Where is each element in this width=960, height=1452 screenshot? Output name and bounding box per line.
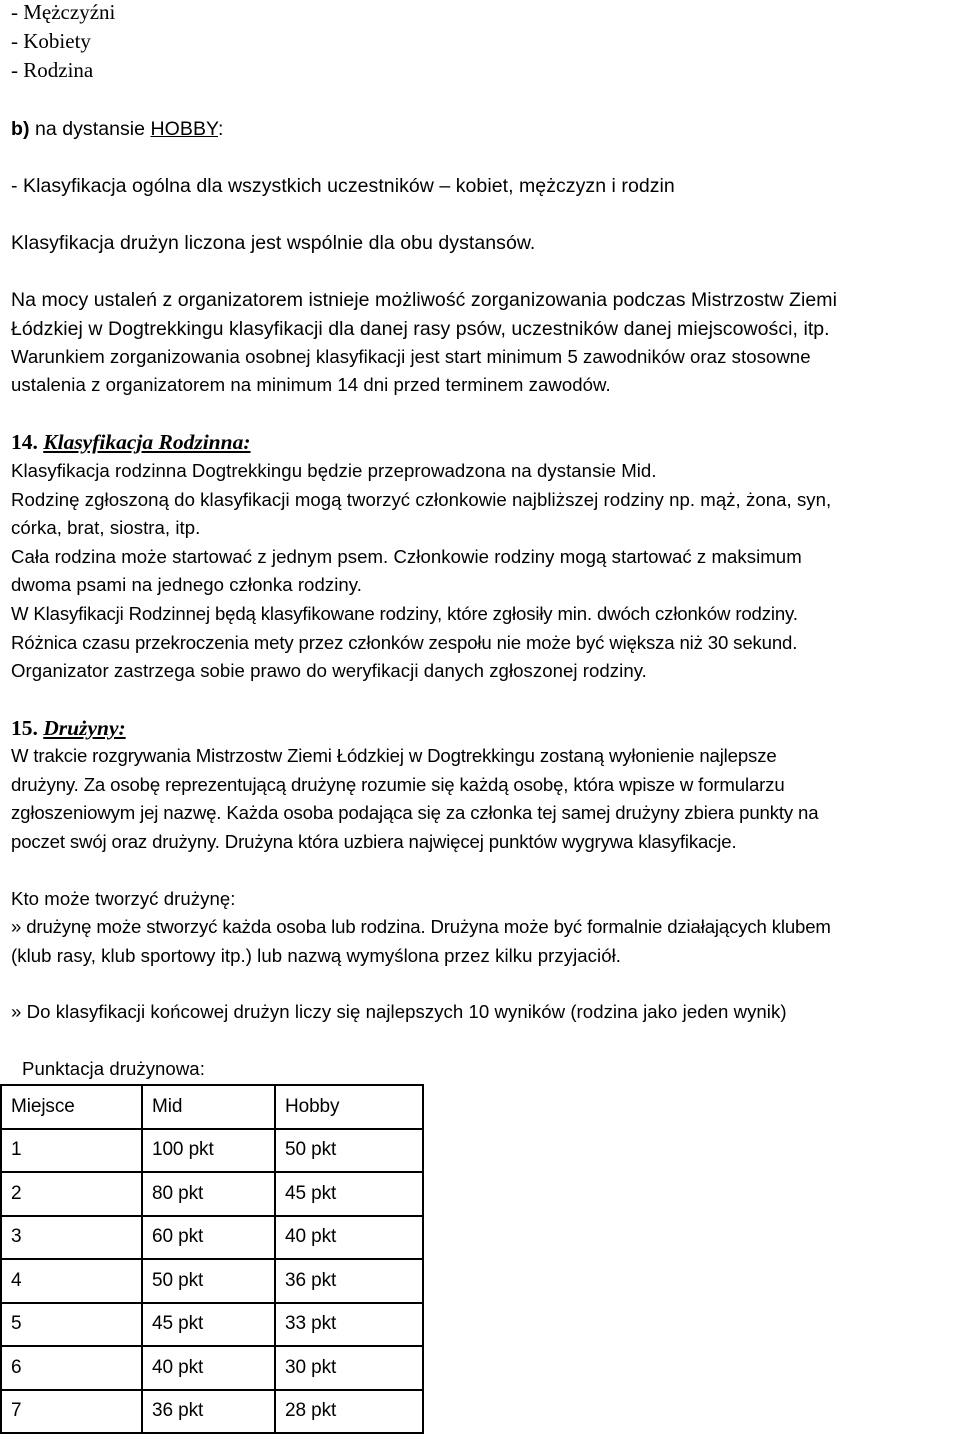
rules-line-4: ustalenia z organizatorem na minimum 14 dni przed terminem zawodów. [11, 374, 611, 395]
table-row [1, 1172, 423, 1216]
rules-line-2: Łódzkiej w Dogtrekkingu klasyfikacji dla danej rasy psów, uczestników danej miejscowości, itp. [11, 318, 830, 340]
cell-mid: 40 pkt [142, 1346, 275, 1390]
cell-hobby: 33 pkt [275, 1303, 423, 1347]
cell-place: 5 [1, 1303, 142, 1347]
cell-place: 3 [1, 1216, 142, 1260]
hobby-suffix: : [218, 118, 224, 140]
cell-place: 6 [1, 1346, 142, 1390]
section-14-line: Klasyfikacja rodzinna Dogtrekkingu będzie przeprowadzona na dystansie Mid. [11, 460, 657, 481]
table-row [1, 1303, 423, 1347]
table-row [1, 1129, 423, 1173]
cell-hobby: 50 pkt [275, 1129, 423, 1173]
section-14-line: dwoma psami na jednego członka rodziny. [11, 574, 362, 595]
section-15-line: W trakcie rozgrywania Mistrzostw Ziemi Łódzkiej w Dogtrekkingu zostaną wyłonienie najlepsze [11, 745, 777, 766]
cell-hobby: 30 pkt [275, 1346, 423, 1390]
cell-mid: 60 pkt [142, 1216, 275, 1260]
section-15-line: poczet swój oraz drużyny. Drużyna która uzbiera najwięcej punktów wygrywa klasyfikacje. [11, 831, 737, 852]
cell-mid: 50 pkt [142, 1259, 275, 1303]
table-row [1, 1259, 423, 1303]
table-row [1, 1216, 423, 1260]
hobby-name: HOBBY [150, 118, 218, 140]
cell-place: 4 [1, 1259, 142, 1303]
cell-hobby: 36 pkt [275, 1259, 423, 1303]
cell-hobby: 28 pkt [275, 1390, 423, 1434]
cell-mid: 36 pkt [142, 1390, 275, 1434]
who-heading: Kto może tworzyć drużynę: [11, 888, 236, 909]
scoring-table [0, 1084, 424, 1434]
section-14-line: Organizator zastrzega sobie prawo do weryfikacji danych zgłoszonej rodziny. [11, 660, 647, 681]
hobby-prefix: na dystansie [29, 118, 151, 140]
section-15-line: zgłoszeniowym jej nazwę. Każda osoba podająca się za członka tej samej drużyny zbiera punkty na [11, 802, 819, 823]
table-row [1, 1390, 423, 1434]
table-header-row [1, 1085, 423, 1129]
section-15-number: 15. [11, 716, 38, 740]
cell-hobby: 45 pkt [275, 1172, 423, 1216]
cell-place: 2 [1, 1172, 142, 1216]
header-mid: Mid [142, 1085, 275, 1129]
list-item-women: - Kobiety [11, 29, 91, 53]
cell-mid: 45 pkt [142, 1303, 275, 1347]
rules-line-1: Na mocy ustaleń z organizatorem istnieje możliwość zorganizowania podczas Mistrzostw Ziemi [11, 289, 837, 311]
section-15-title: Drużyny: [43, 716, 126, 740]
list-item-men: - Mężczyźni [11, 0, 116, 24]
cell-place: 7 [1, 1390, 142, 1434]
section-15-heading [11, 716, 126, 740]
cell-mid: 100 pkt [142, 1129, 275, 1173]
section-14-line: Cała rodzina może startować z jednym psem. Członkowie rodziny mogą startować z maksimum [11, 546, 802, 567]
section-15-line: drużyny. Za osobę reprezentującą drużynę rozumie się każdą osobę, która wpisze w formularzu [11, 774, 785, 795]
rules-line-3: Warunkiem zorganizowania osobnej klasyfikacji jest start minimum 5 zawodników oraz stosowne [11, 346, 811, 367]
who-line-3: » Do klasyfikacji końcowej drużyn liczy się najlepszych 10 wyników (rodzina jako jeden wynik) [11, 1001, 787, 1022]
hobby-prefix-letter: b) [11, 118, 30, 140]
who-line-1: » drużynę może stworzyć każda osoba lub rodzina. Drużyna może być formalnie działających klubem [11, 916, 831, 937]
table-row [1, 1346, 423, 1390]
cell-place: 1 [1, 1129, 142, 1173]
cell-hobby: 40 pkt [275, 1216, 423, 1260]
header-place: Miejsce [1, 1085, 142, 1129]
hobby-heading [11, 117, 223, 141]
team-note: Klasyfikacja drużyn liczona jest wspólnie dla obu dystansów. [11, 232, 536, 254]
section-14-line: Rodzinę zgłoszoną do klasyfikacji mogą tworzyć członkowie najbliższej rodziny np. mąż, żona, syn, [11, 489, 832, 510]
section-14-title: Klasyfikacja Rodzinna: [43, 430, 251, 454]
section-14-heading [11, 430, 251, 454]
cell-mid: 80 pkt [142, 1172, 275, 1216]
section-14-number: 14. [11, 430, 38, 454]
section-14-line: W Klasyfikacji Rodzinnej będą klasyfikowane rodziny, które zgłosiły min. dwóch członków rodziny. [11, 603, 798, 624]
hobby-item: - Klasyfikacja ogólna dla wszystkich uczestników – kobiet, mężczyzn i rodzin [11, 175, 675, 197]
list-item-family: - Rodzina [11, 58, 94, 82]
section-14-line: córka, brat, siostra, itp. [11, 517, 201, 538]
header-hobby: Hobby [275, 1085, 423, 1129]
who-line-2: (klub rasy, klub sportowy itp.) lub nazwą wymyślona przez kilku przyjaciół. [11, 945, 621, 966]
scoring-caption: Punktacja drużynowa: [22, 1058, 205, 1079]
section-14-line: Różnica czasu przekroczenia mety przez członków zespołu nie może być większa niż 30 sekund. [11, 632, 798, 653]
